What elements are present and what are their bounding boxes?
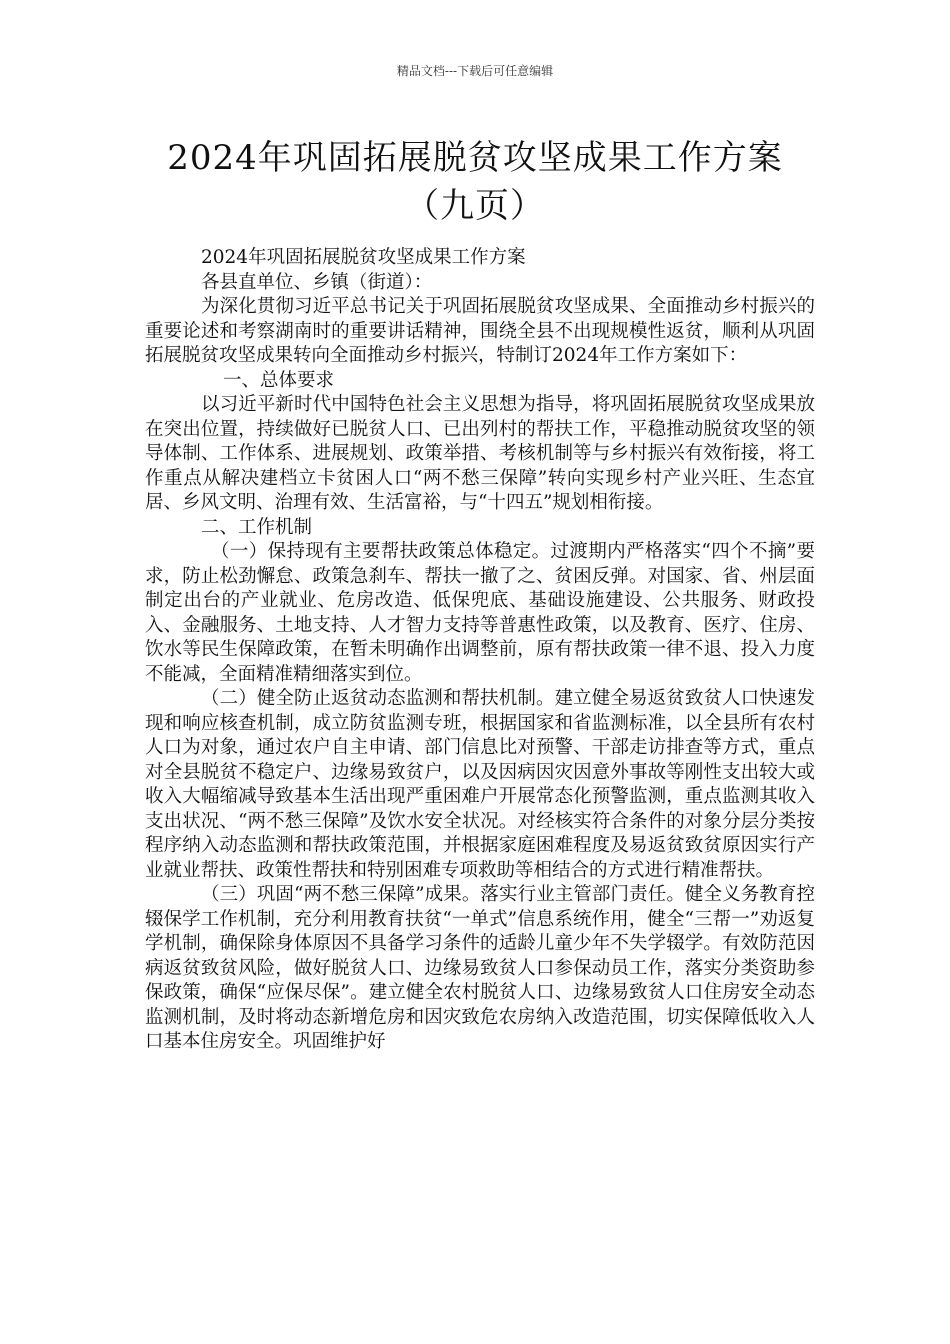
document-title: 2024年巩固拓展脱贫攻坚成果工作方案 (167, 138, 783, 178)
body-subtitle: 2024年巩固拓展脱贫攻坚成果工作方案 (201, 247, 526, 268)
paragraph-intro: 为深化贯彻习近平总书记关于巩固拓展脱贫攻坚成果、全面推动乡村振兴的重要论述和考察湖南时的重要讲话精神，围绕全县不出现规模性返贫，顺利从巩固拓展脱贫攻坚成果转向全面推动乡村振兴，特制订2024年工作方案如下： (145, 296, 815, 366)
section-heading-2: 二、工作机制 (201, 516, 313, 538)
paragraph-mechanism-2: （二）健全防止返贫动态监测和帮扶机制。建立健全易返贫致贫人口快速发现和响应核查机制，成立防贫监测专班，根据国家和省监测标准，以全县所有农村人口为对象，通过农户自主申请、部门信息比对预警、干部走访排查等方式，重点对全县脱贫不稳定户、边缘易致贫户，以及因病因灾因意外事故等刚性支出较大或收入大幅缩减导致基本生活出现严重困难户开展常态化预警监测，重点监测其收入支出状况、“两不愁三保障”及饮水安全状况。对经核实符合条件的对象分层分类按程序纳入动态监测和帮扶政策范围，并根据家庭困难程度及易返贫致贫原因实行产业就业帮扶、政策性帮扶和特别困难专项救助等相结合的方式进行精准帮扶。 (145, 688, 815, 881)
document-title-pages: （九页） (405, 186, 545, 226)
section-heading-1: 一、总体要求 (223, 369, 335, 391)
document-body (145, 246, 815, 1055)
header-note: 精品文档---下载后可任意编辑 (396, 64, 554, 78)
paragraph-mechanism-3: （三）巩固“两不愁三保障”成果。落实行业主管部门责任。健全义务教育控辍保学工作机制，充分利用教育扶贫“一单式”信息系统作用，健全“三帮一”劝返复学机制，确保除身体原因不具备学习条件的适龄儿童少年不失学辍学。有效防范因病返贫致贫风险，做好脱贫人口、边缘易致贫人口参保动员工作，落实分类资助参保政策，确保“应保尽保”。建立健全农村脱贫人口、边缘易致贫人口住房安全动态监测机制，及时将动态新增危房和因灾致危农房纳入改造范围，切实保障低收入人口基本住房安全。巩固维护好 (145, 884, 815, 1052)
paragraph-general-requirements: 以习近平新时代中国特色社会主义思想为指导，将巩固拓展脱贫攻坚成果放在突出位置，持续做好已脱贫人口、已出列村的帮扶工作，平稳推动脱贫攻坚的领导体制、工作体系、进展规划、政策举措、考核机制等与乡村振兴有效衔接，将工作重点从解决建档立卡贫困人口“两不愁三保障”转向实现乡村产业兴旺、生态宜居、乡风文明、治理有效、生活富裕，与“十四五”规划相衔接。 (145, 394, 815, 513)
salutation: 各县直单位、乡镇（街道）： (201, 271, 433, 293)
paragraph-mechanism-1: （一）保持现有主要帮扶政策总体稳定。过渡期内严格落实“四个不摘”要求，防止松劲懈怠、政策急刹车、帮扶一撤了之、贫困反弹。对国家、省、州层面制定出台的产业就业、危房改造、低保兜底、基础设施建设、公共服务、财政投入、金融服务、土地支持、人才智力支持等普惠性政策，以及教育、医疗、住房、饮水等民生保障政策，在暂未明确作出调整前，原有帮扶政策一律不退、投入力度不能减，全面精准精细落实到位。 (145, 541, 815, 685)
